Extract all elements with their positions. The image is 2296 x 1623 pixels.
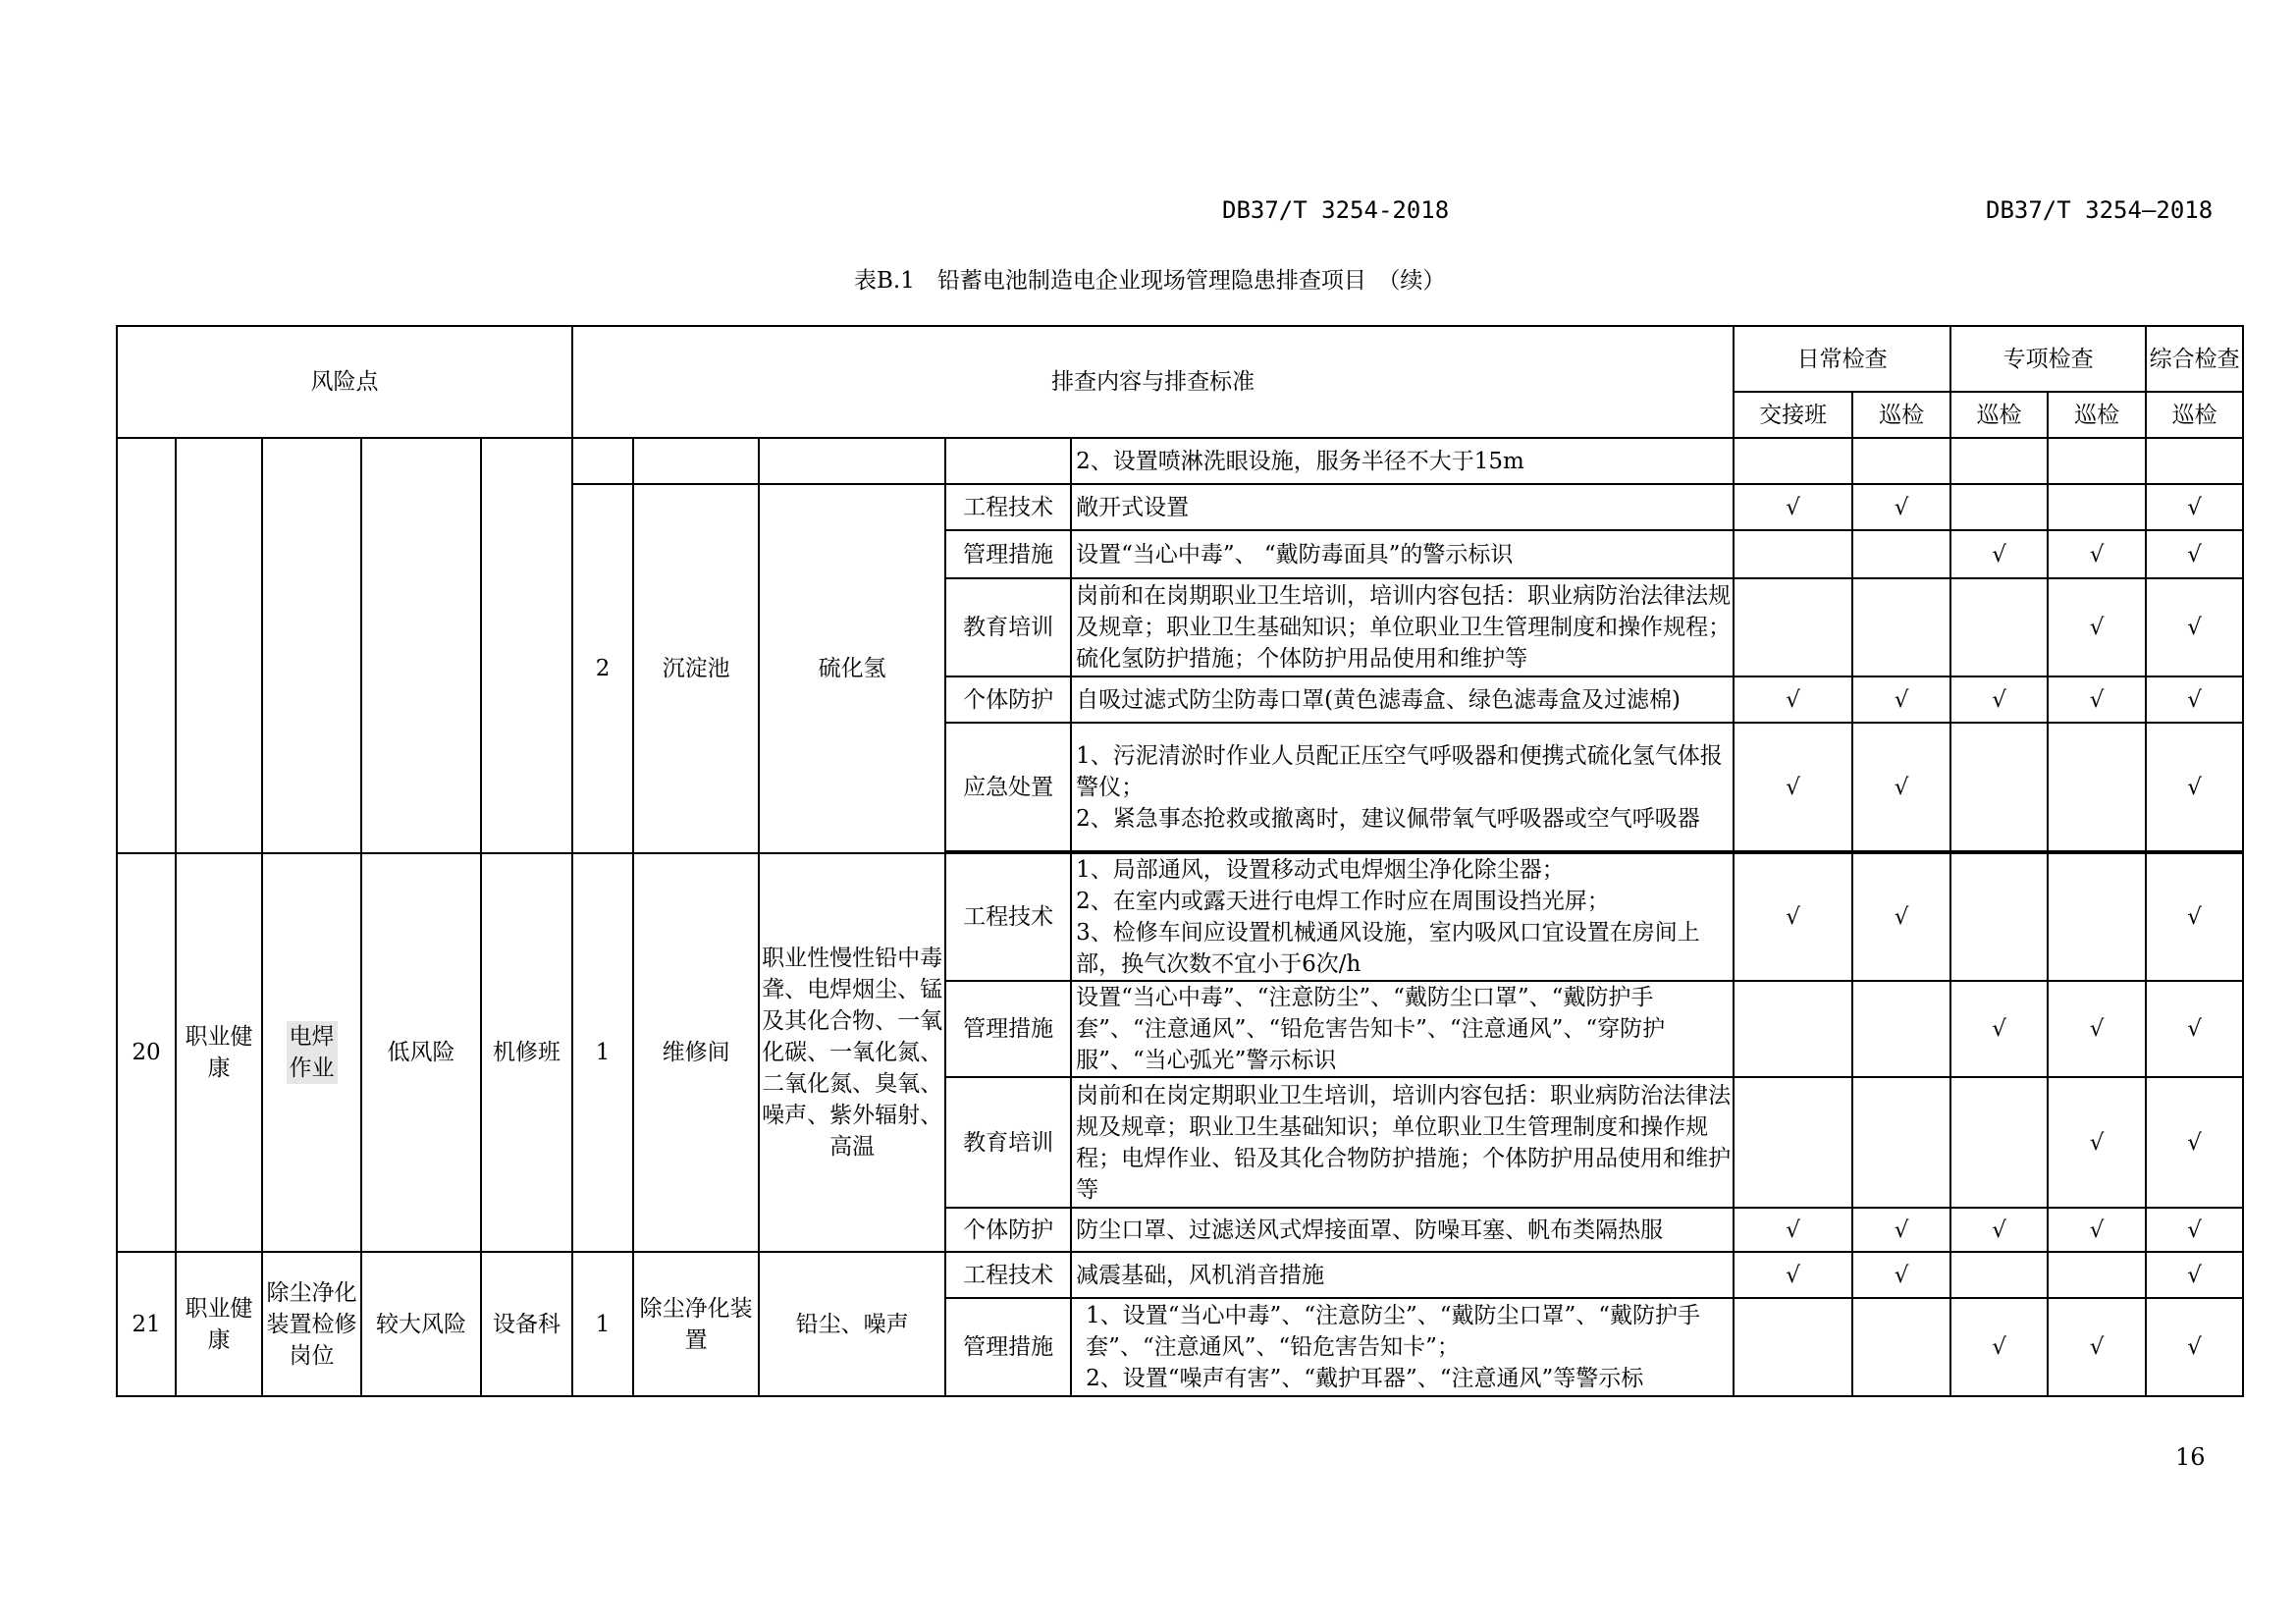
check-mark: √ [2146, 1252, 2243, 1298]
header-content-standard: 排查内容与排查标准 [572, 326, 1734, 438]
cell-blank [481, 438, 572, 853]
check-category: 管理措施 [945, 530, 1071, 578]
check-item-description: 1、局部通风，设置移动式电焊烟尘净化除尘器； 2、在室内或露天进行电焊工作时应在周围设挡光屏； 3、检修车间应设置机械通风设施，室内吸风口宜设置在房间上部，换气次数不宜小于6次/h [1071, 853, 1734, 981]
check-mark: √ [1950, 1298, 2048, 1396]
sub-item-number: 1 [572, 853, 633, 1252]
check-category: 个体防护 [945, 1208, 1071, 1252]
check-mark: √ [1852, 853, 1950, 981]
hazard-factors: 硫化氢 [759, 484, 945, 853]
responsible-department: 设备科 [481, 1252, 572, 1396]
cell-blank [945, 438, 1071, 484]
check-mark: √ [1852, 1208, 1950, 1252]
check-mark [1950, 723, 2048, 851]
check-mark [2048, 438, 2146, 484]
check-item-description: 防尘口罩、过滤送风式焊接面罩、防噪耳塞、帆布类隔热服 [1071, 1208, 1734, 1252]
check-item-description: 自吸过滤式防尘防毒口罩(黄色滤毒盒、绿色滤毒盒及过滤棉) [1071, 676, 1734, 723]
risk-level: 较大风险 [361, 1252, 481, 1396]
check-mark: √ [1852, 484, 1950, 530]
check-category: 管理措施 [945, 981, 1071, 1077]
responsible-department: 机修班 [481, 853, 572, 1252]
check-mark: √ [2146, 1208, 2243, 1252]
check-mark: √ [2146, 723, 2243, 851]
check-mark [1852, 530, 1950, 578]
cell-blank [117, 438, 176, 853]
check-mark [1950, 484, 2048, 530]
check-mark: √ [2048, 981, 2146, 1077]
work-place: 沉淀池 [633, 484, 759, 853]
check-item-description: 减震基础，风机消音措施 [1071, 1252, 1734, 1298]
check-mark [1852, 578, 1950, 676]
document-code-header: DB37/T 3254-2018 [1222, 196, 1450, 224]
check-mark: √ [1734, 484, 1852, 530]
check-mark [1734, 1077, 1852, 1208]
check-mark: √ [1950, 981, 2048, 1077]
check-item-description: 设置“当心中毒”、 “戴防毒面具”的警示标识 [1071, 530, 1734, 578]
hazard-check-table [116, 325, 2244, 1397]
check-mark [2048, 723, 2146, 851]
check-mark [1852, 438, 1950, 484]
header-daily-check: 日常检查 [1734, 326, 1950, 392]
cell-blank [176, 438, 262, 853]
check-mark: √ [1950, 676, 2048, 723]
check-mark: √ [1734, 676, 1852, 723]
check-mark [1734, 530, 1852, 578]
check-mark: √ [2146, 676, 2243, 723]
check-mark: √ [1734, 853, 1852, 981]
check-mark: √ [2146, 530, 2243, 578]
header-risk-point: 风险点 [117, 326, 572, 438]
check-mark [2048, 1252, 2146, 1298]
check-category: 教育培训 [945, 578, 1071, 676]
sub-item-number: 1 [572, 1252, 633, 1396]
check-mark: √ [2048, 578, 2146, 676]
table-caption: 表B.1 铅蓄电池制造电企业现场管理隐患排查项目 （续） [854, 268, 1446, 294]
header-comprehensive-check: 综合检查 [2146, 326, 2243, 392]
check-mark: √ [2146, 981, 2243, 1077]
check-mark [1950, 578, 2048, 676]
check-mark [2048, 484, 2146, 530]
check-mark [1734, 578, 1852, 676]
check-mark [1734, 438, 1852, 484]
check-mark [1950, 1252, 2048, 1298]
check-mark [1852, 1077, 1950, 1208]
check-category: 工程技术 [945, 484, 1071, 530]
check-mark: √ [1852, 723, 1950, 851]
risk-number: 21 [117, 1252, 176, 1396]
risk-number: 20 [117, 853, 176, 1252]
check-mark: √ [2146, 1077, 2243, 1208]
check-category: 个体防护 [945, 676, 1071, 723]
check-mark: √ [1852, 1252, 1950, 1298]
check-mark: √ [2048, 1298, 2146, 1396]
check-mark: √ [2048, 530, 2146, 578]
subheader-patrol: 巡检 [1950, 392, 2048, 438]
work-place: 除尘净化装置 [633, 1252, 759, 1396]
work-place: 维修间 [633, 853, 759, 1252]
sub-item-number: 2 [572, 484, 633, 853]
subheader-patrol: 巡检 [2146, 392, 2243, 438]
cell-blank [633, 438, 759, 484]
check-item-description: 设置“当心中毒”、“注意防尘”、“戴防尘口罩”、“戴防护手套”、“注意通风”、“铅危害告知卡”、“注意通风”、“穿防护服”、“当心弧光”警示标识 [1071, 981, 1734, 1077]
check-mark [1950, 853, 2048, 981]
check-mark: √ [1734, 1252, 1852, 1298]
risk-type: 职业健康 [176, 853, 262, 1252]
check-mark: √ [2048, 1077, 2146, 1208]
cell-blank [361, 438, 481, 853]
page-number: 16 [2175, 1443, 2206, 1471]
check-mark: √ [1734, 1208, 1852, 1252]
check-mark [1734, 981, 1852, 1077]
check-mark [1950, 438, 2048, 484]
cell-blank [759, 438, 945, 484]
header-special-check: 专项检查 [1950, 326, 2146, 392]
check-mark [1852, 1298, 1950, 1396]
cell-blank [262, 438, 361, 853]
check-mark: √ [2146, 578, 2243, 676]
risk-type: 职业健康 [176, 1252, 262, 1396]
check-item-description: 2、设置喷淋洗眼设施，服务半径不大于15m [1071, 438, 1734, 484]
document-code-header-right: DB37/T 3254—2018 [1986, 196, 2214, 224]
check-category: 应急处置 [945, 723, 1071, 851]
check-mark: √ [1852, 676, 1950, 723]
check-mark: √ [2146, 1298, 2243, 1396]
check-mark: √ [1950, 530, 2048, 578]
check-mark: √ [2048, 676, 2146, 723]
check-mark: √ [1734, 723, 1852, 851]
check-item-description: 岗前和在岗定期职业卫生培训，培训内容包括：职业病防治法律法规及规章；职业卫生基础知识；单位职业卫生管理制度和操作规程；电焊作业、铅及其化合物防护措施；个体防护用品使用和维护等 [1071, 1077, 1734, 1208]
check-item-description: 1、设置“当心中毒”、“注意防尘”、“戴防尘口罩”、“戴防护手套”、“注意通风”、“铅危害告知卡”； 2、设置“噪声有害”、“戴护耳器”、“注意通风”等警示标 [1071, 1298, 1734, 1396]
check-category: 教育培训 [945, 1077, 1071, 1208]
check-mark [2048, 853, 2146, 981]
check-mark [1734, 1298, 1852, 1396]
check-mark [1950, 1077, 2048, 1208]
cell-blank [572, 438, 633, 484]
work-activity [262, 853, 361, 1252]
hazard-factors: 铅尘、噪声 [759, 1252, 945, 1396]
hazard-factors: 职业性慢性铅中毒聋、电焊烟尘、锰及其化合物、一氧化碳、一氧化氮、二氧化氮、臭氧、噪声、紫外辐射、高温 [759, 853, 945, 1252]
check-mark [2146, 438, 2243, 484]
check-category: 管理措施 [945, 1298, 1071, 1396]
check-category: 工程技术 [945, 853, 1071, 981]
risk-level: 低风险 [361, 853, 481, 1252]
work-activity: 除尘净化装置检修岗位 [262, 1252, 361, 1396]
check-mark: √ [2146, 484, 2243, 530]
subheader-shift-handover: 交接班 [1734, 392, 1852, 438]
check-mark: √ [1950, 1208, 2048, 1252]
work-activity-label: 电焊作业 [287, 1021, 338, 1084]
check-item-description: 敞开式设置 [1071, 484, 1734, 530]
subheader-patrol: 巡检 [2048, 392, 2146, 438]
check-mark: √ [2146, 853, 2243, 981]
check-mark: √ [2048, 1208, 2146, 1252]
check-item-description: 1、污泥清淤时作业人员配正压空气呼吸器和便携式硫化氢气体报警仪； 2、紧急事态抢救或撤离时，建议佩带氧气呼吸器或空气呼吸器 [1071, 723, 1734, 851]
subheader-patrol: 巡检 [1852, 392, 1950, 438]
check-category: 工程技术 [945, 1252, 1071, 1298]
check-mark [1852, 981, 1950, 1077]
check-item-description: 岗前和在岗期职业卫生培训，培训内容包括：职业病防治法律法规及规章；职业卫生基础知识；单位职业卫生管理制度和操作规程；硫化氢防护措施；个体防护用品使用和维护等 [1071, 578, 1734, 676]
